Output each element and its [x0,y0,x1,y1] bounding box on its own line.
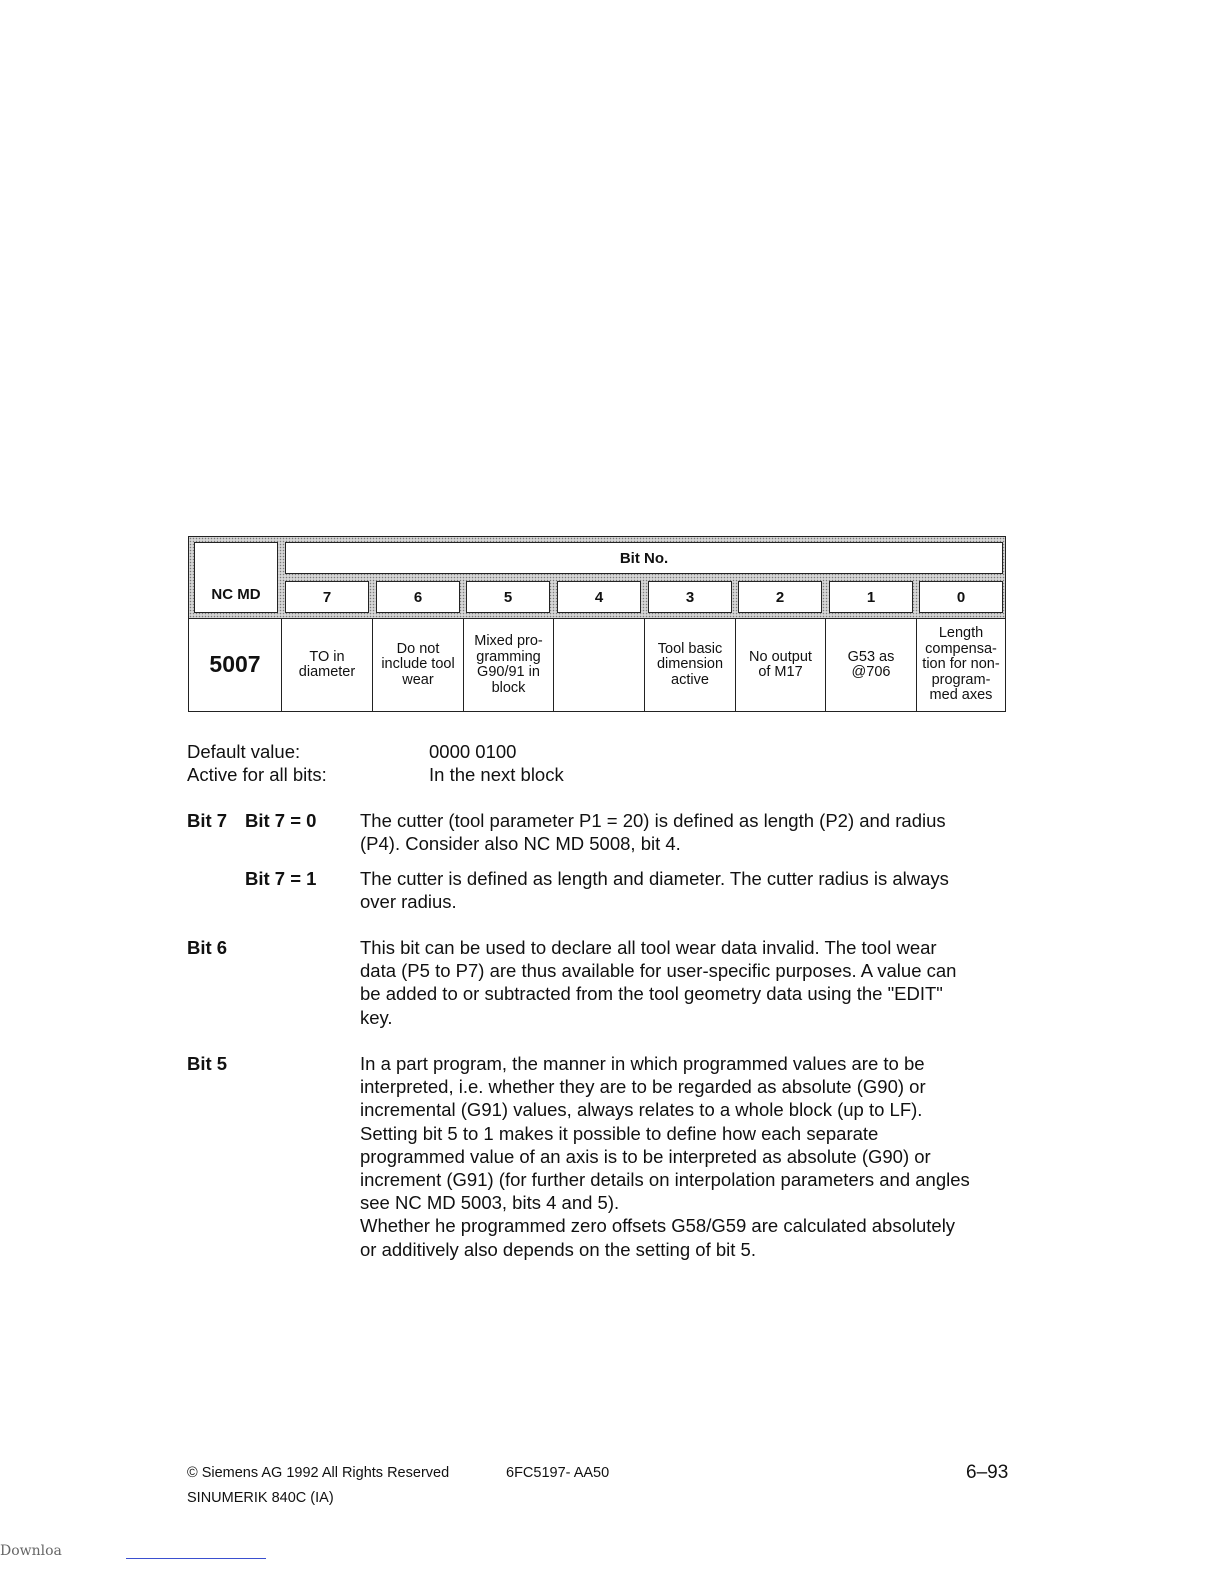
text-line: incremental (G91) values, always relates to a whole block (up to LF). [360,1099,923,1121]
default-value: 0000 0100 [429,741,517,762]
bit5-text [360,1052,1000,1261]
text-line: be added to or subtracted from the tool geometry data using the "EDIT" [360,983,943,1005]
copyright: © Siemens AG 1992 All Rights Reserved [187,1465,450,1481]
text-line: over radius. [360,891,457,913]
bit-desc-5: Mixed pro- gramming G90/91 in block [463,619,553,711]
bit7-0-text [360,809,1000,855]
table-row [189,619,1005,711]
nc-md-header: NC MD [194,542,278,613]
bit-header-7: 7 [285,581,369,613]
table-header [189,537,1005,619]
text-line: or additively also depends on the setting of bit 5. [360,1238,756,1260]
bit6-text [360,936,1000,1029]
bit6-heading: Bit 6 [187,937,228,958]
bit-desc-7: TO in diameter [281,619,372,711]
download-watermark: Downloa [0,1543,62,1559]
bit-header-1: 1 [829,581,913,613]
text-line: interpreted, i.e. whether they are to be regarded as absolute (G90) or [360,1076,926,1098]
bit-header-3: 3 [648,581,732,613]
product-name: SINUMERIK 840C (IA) [187,1490,334,1506]
bit7-1-label: Bit 7 = 1 [245,868,317,889]
watermark-link-underline [126,1558,266,1559]
bit-header-6: 6 [376,581,460,613]
bit-header-5: 5 [466,581,550,613]
text-line: Whether he programmed zero offsets G58/G59 are calculated absolutely [360,1215,956,1237]
text-line: programmed value of an axis is to be interpreted as absolute (G90) or [360,1145,931,1167]
order-number: 6FC5197- AA50 [506,1465,610,1481]
page-number: 6–93 [966,1462,1009,1483]
text-line: see NC MD 5003, bits 4 and 5). [360,1192,620,1214]
bit7-heading: Bit 7 [187,810,228,831]
bit-header-0: 0 [919,581,1003,613]
text-line: (P4). Consider also NC MD 5008, bit 4. [360,833,681,855]
bit-desc-3: Tool basic dimension active [644,619,735,711]
text-line: increment (G91) (for further details on interpolation parameters and angles [360,1169,970,1191]
bit7-1-text [360,867,1000,913]
text-line: In a part program, the manner in which programmed values are to be [360,1053,925,1074]
text-line: This bit can be used to declare all tool wear data invalid. The tool wear [360,937,937,958]
text-line: Setting bit 5 to 1 makes it possible to define how each separate [360,1122,879,1144]
bit5-heading: Bit 5 [187,1053,228,1074]
active-for-label: Active for all bits: [187,764,327,785]
bit-desc-6: Do not include tool wear [372,619,463,711]
active-for-value: In the next block [429,764,564,785]
bit-no-header: Bit No. [285,542,1003,574]
bit-desc-2: No output of M17 [735,619,825,711]
text-line: data (P5 to P7) are thus available for user-specific purposes. A value can [360,960,957,982]
machine-data-table [188,536,1006,712]
default-value-label: Default value: [187,741,301,762]
text-line: key. [360,1006,393,1028]
md-number: 5007 [209,651,261,678]
bit-desc-0: Length compensa- tion for non- program- med axes [916,619,1005,711]
bit-header-4: 4 [557,581,641,613]
text-line: The cutter is defined as length and diameter. The cutter radius is always [360,868,949,889]
bit7-0-label: Bit 7 = 0 [245,810,317,831]
bit-desc-1: G53 as @706 [825,619,916,711]
text-line: The cutter (tool parameter P1 = 20) is defined as length (P2) and radius [360,810,946,831]
bit-desc-4 [553,619,644,711]
bit-header-2: 2 [738,581,822,613]
